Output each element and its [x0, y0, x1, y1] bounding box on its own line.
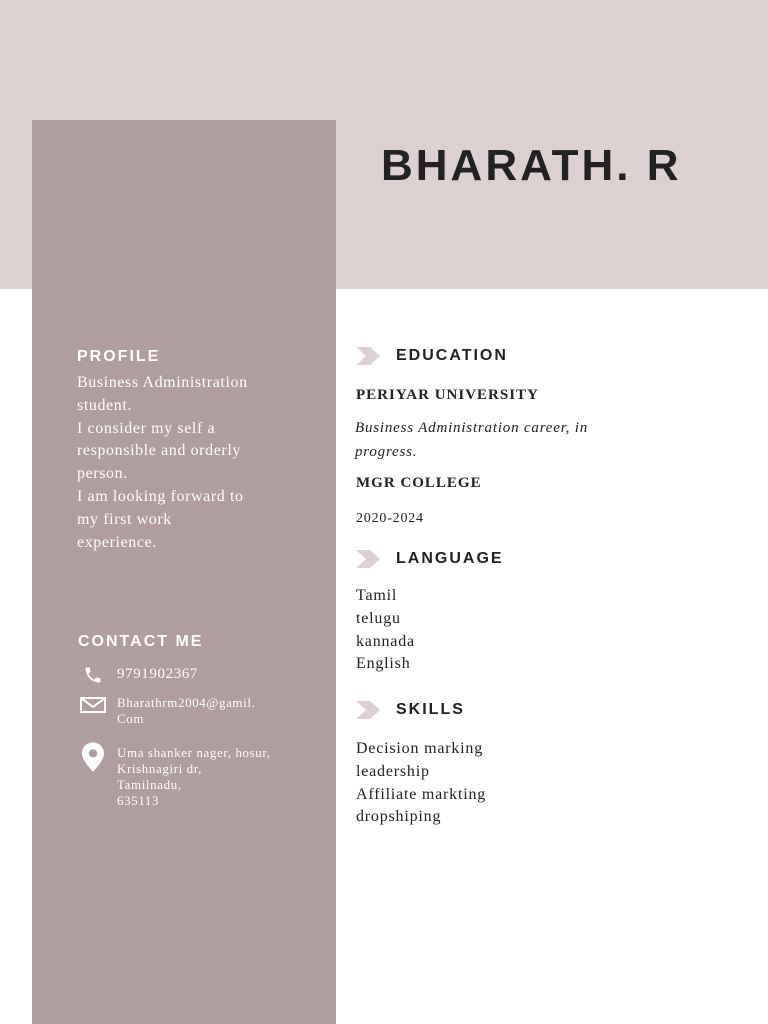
email-address [117, 695, 317, 727]
language-section-heading [356, 548, 656, 570]
email-line: Com [117, 711, 145, 726]
address-line: 635113 [117, 793, 160, 808]
college-name: MGR COLLEGE [356, 475, 482, 491]
university-name: PERIYAR UNIVERSITY [356, 387, 539, 403]
skill-item: Decision marking [356, 740, 483, 757]
profile-line: student. [77, 396, 133, 414]
skills-section-heading [356, 699, 656, 721]
chevron-right-icon [356, 701, 382, 719]
contact-phone [78, 664, 318, 686]
profile-line: responsible and orderly [77, 442, 241, 460]
candidate-name: BHARATH. R [381, 141, 682, 190]
profile-line: Business Administration [77, 374, 248, 391]
career-line: Business Administration career, in [355, 420, 589, 436]
profile-line: I am looking forward to [77, 487, 244, 505]
study-years: 2020-2024 [356, 511, 424, 526]
language-list [356, 585, 415, 676]
skill-item: Affiliate markting [356, 785, 487, 803]
contact-heading: CONTACT ME [78, 633, 204, 650]
language-item: English [356, 655, 411, 673]
contact-email [78, 695, 318, 729]
location-pin-icon [78, 742, 108, 772]
chevron-right-icon [356, 347, 382, 365]
address-line: Krishnagiri dr, [117, 761, 203, 776]
skill-item: dropshiping [356, 808, 442, 826]
address-line: Tamilnadu, [117, 777, 182, 792]
education-heading: EDUCATION [396, 347, 508, 364]
address-line: Uma shanker nager, hosur, [117, 745, 271, 760]
language-item: Tamil [356, 587, 398, 604]
profile-text [77, 372, 292, 554]
email-line: Bharathrm2004@gamil. [117, 695, 256, 710]
postal-address [117, 745, 317, 809]
language-item: telugu [356, 609, 401, 627]
chevron-right-icon [356, 550, 382, 568]
profile-line: person. [77, 465, 128, 483]
skills-heading: SKILLS [396, 701, 465, 718]
phone-icon [78, 665, 108, 685]
profile-heading: PROFILE [77, 348, 161, 365]
contact-address [78, 744, 318, 814]
language-item: kannada [356, 632, 415, 650]
skills-list [356, 738, 486, 829]
envelope-icon [78, 697, 108, 713]
education-section-heading [356, 345, 656, 367]
profile-line: my first work [77, 510, 172, 528]
profile-line: I consider my self a [77, 419, 216, 437]
career-description [355, 417, 655, 464]
career-line: progress. [355, 443, 418, 460]
sidebar-panel [32, 120, 336, 1024]
language-heading: LANGUAGE [396, 550, 504, 567]
skill-item: leadership [356, 762, 430, 780]
profile-line: experience. [77, 533, 157, 551]
phone-number: 9791902367 [117, 666, 198, 682]
